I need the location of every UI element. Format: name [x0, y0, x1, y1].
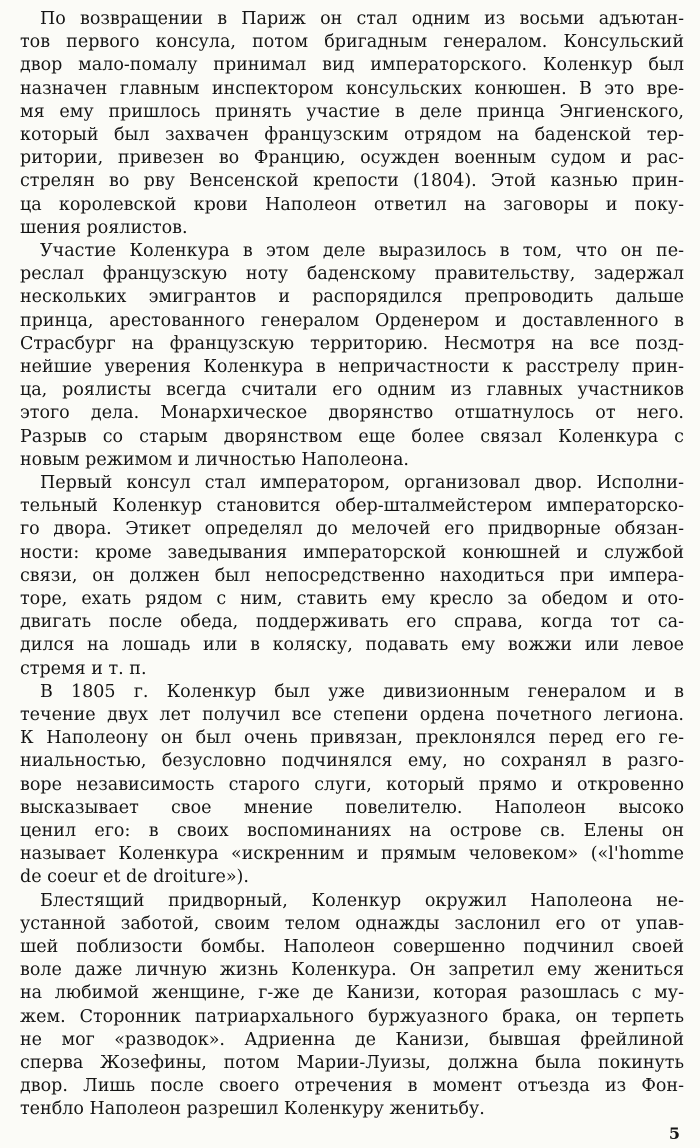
- text-line: двигать после обеда, поддерживать его справа, когда тот са-: [20, 612, 684, 633]
- text-line: Блестящий придворный, Коленкур окружил Наполеона не-: [40, 890, 684, 911]
- text-line: жем. Сторонник патриархального буржуазного брака, он терпеть: [20, 1006, 684, 1027]
- text-line: По возвращении в Париж он стал одним из восьми адъютан-: [40, 9, 684, 29]
- text-line: Страсбург на французскую территорию. Несмотря на все позд-: [20, 333, 684, 354]
- text-line: К Наполеону он был очень привязан, преклонялся перед его ге-: [20, 728, 684, 749]
- book-page: [20, 8, 684, 1143]
- text-line: течение двух лет получил все степени ордена почетного легиона.: [20, 705, 684, 725]
- text-line: назначен главным инспектором консульских конюшен. В это вре-: [20, 78, 684, 99]
- text-line: ца королевской крови Наполеон ответил на заговоры и поку-: [20, 194, 684, 215]
- text-line: воле даже личную жизнь Коленкура. Он запретил ему жениться: [20, 960, 684, 981]
- text-line: de coeur et de droiture»).: [20, 867, 249, 888]
- text-line: тов первого консула, потом бригадным генералом. Консульский: [20, 32, 684, 53]
- text-line: который был захвачен французским отрядом на баденской тер-: [20, 125, 684, 145]
- text-line: двор мало-помалу принимал вид императорского. Коленкур был: [20, 55, 684, 76]
- text-line: шения роялистов.: [20, 217, 188, 238]
- text-line: ценил его: в своих воспоминаниях на острове св. Елены он: [20, 821, 684, 841]
- text-line: связи, он должен был непосредственно находиться при импера-: [20, 565, 684, 586]
- text-line: реслал французскую ноту баденскому правительству, задержал: [20, 264, 684, 285]
- text-line: высказывает свое мнение повелителю. Наполеон высоко: [20, 797, 684, 818]
- text-line: го двора. Этикет определял до мелочей его придворные обязан-: [20, 519, 684, 540]
- text-line: дился на лошадь или в коляску, подавать ему вожжи или левое: [20, 635, 684, 656]
- text-line: Участие Коленкура в этом деле выразилось в том, что он пе-: [40, 241, 684, 261]
- text-line: нейшие уверения Коленкура в непричастности к расстрелу прин-: [20, 357, 684, 377]
- text-line: ности: кроме заведывания императорской конюшней и службой: [20, 542, 684, 563]
- text-line: В 1805 г. Коленкур был уже дивизионным генералом и в: [40, 681, 684, 702]
- text-line: ца, роялисты всегда считали его одним из главных участников: [20, 380, 684, 401]
- text-line: Разрыв со старым дворянством еще более связал Коленкура с: [20, 426, 684, 447]
- text-line: воре независимость старого слуги, который прямо и откровенно: [20, 774, 684, 795]
- text-line: новым режимом и личностью Наполеона.: [20, 449, 409, 470]
- text-line: торе, ехать рядом с ним, ставить ему кресло за обедом и ото-: [20, 589, 684, 609]
- text-line: тенбло Наполеон разрешил Коленкуру женитьбу.: [20, 1099, 485, 1120]
- text-line: не мог «разводок». Адриенна де Канизи, бывшая фрейлиной: [20, 1029, 684, 1050]
- text-line: устанной заботой, своим телом однажды заслонил его от упав-: [20, 913, 684, 934]
- text-line: ритории, привезен во Францию, осужден военным судом и рас-: [20, 148, 684, 169]
- text-line: принца, арестованного генералом Орденером и доставленного в: [20, 310, 684, 331]
- page-number: 5: [668, 1124, 680, 1143]
- text-line: двор. Лишь после своего отречения в момент отъезда из Фон-: [20, 1076, 684, 1097]
- text-line: Первый консул стал императором, организовал двор. Исполни-: [40, 473, 684, 493]
- text-line: сперва Жозефины, потом Марии-Луизы, должна была покинуть: [20, 1053, 684, 1073]
- text-line: стремя и т. п.: [20, 658, 147, 679]
- text-line: на любимой женщине, г-же де Канизи, которая разошлась с му-: [20, 983, 684, 1004]
- text-line: мя ему пришлось принять участие в деле принца Энгиенского,: [20, 101, 684, 122]
- text-line: называет Коленкура «искренним и прямым человеком» («l'homme: [20, 844, 684, 865]
- text-line: этого дела. Монархическое дворянство отшатнулось от него.: [20, 403, 684, 424]
- text-line: нескольких эмигрантов и распорядился препроводить дальше: [20, 287, 684, 308]
- text-line: шей поблизости бомбы. Наполеон совершенно подчинил своей: [20, 937, 684, 957]
- text-line: тельный Коленкур становится обер-шталмейстером императорско-: [20, 496, 684, 517]
- text-line: ниальностью, безусловно подчинялся ему, но сохранял в разго-: [20, 751, 684, 772]
- text-line: стрелян во рву Венсенской крепости (1804). Этой казнью прин-: [20, 171, 684, 192]
